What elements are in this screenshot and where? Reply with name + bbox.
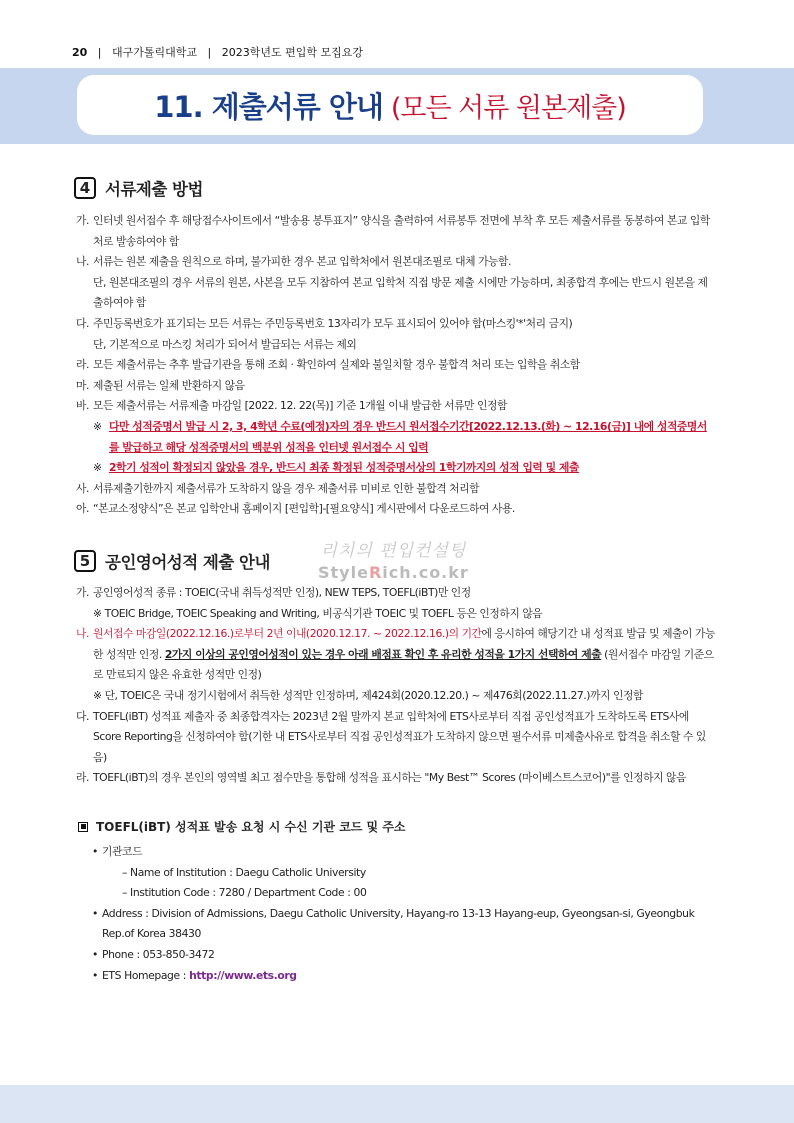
- section-4-heading: [74, 176, 203, 200]
- red-note: ※ 2학기 성적이 확정되지 않았을 경우, 반드시 최종 확정된 성적증명서상의 1학기까지의 성적 입력 및 제출: [93, 461, 579, 475]
- section-title: 공인영어성적 제출 안내: [105, 553, 270, 572]
- list-item: 다. TOEFL(iBT) 성적표 제출자 중 최종합격자는 2023년 2월 말까지 본교 입학처에 ETS사로부터 직접 공인성적표가 도착하도록 ETS사에 Score Reporting을 신청하여야 함(기한 내 ETS사로부터 직접 공인성적표가 도착하지 않으면 필수서류 미제출사유로 합격을 취소할 수 있음): [76, 709, 706, 764]
- list-subitem: – Institution Code : 7280 / Department Code : 00: [122, 886, 367, 900]
- section-5-list: [76, 583, 716, 789]
- header-guide: 2023학년도 편입학 모집요강: [221, 46, 363, 59]
- list-subitem: – Name of Institution : Daegu Catholic University: [122, 865, 366, 879]
- list-item: 가. 공인영어성적 종류 : TOEIC(국내 취득성적만 인정), NEW TEPS, TOEFL(iBT)만 인정: [76, 586, 471, 599]
- toefl-heading: TOEFL(iBT) 성적표 발송 요청 시 수신 기관 코드 및 주소: [78, 818, 406, 835]
- section-number-box: 4: [74, 177, 96, 199]
- list-note: ※ 단, TOEIC은 국내 정기시험에서 취득한 성적만 인정하며, 제424회(2020.12.20.) ~ 제476회(2022.11.27.)까지 인정함: [93, 688, 643, 702]
- list-item: 나. 서류는 원본 제출을 원칙으로 하며, 불가피한 경우 본교 입학처에서 원본대조필로 대체 가능함.: [76, 255, 511, 269]
- list-item: 라. 모든 제출서류는 추후 발급기관을 통해 조회 · 확인하여 실제와 불일치할 경우 불합격 처리 또는 입학을 취소함: [76, 358, 580, 372]
- footer-band: [0, 1085, 794, 1123]
- section-4-list: [76, 211, 716, 520]
- bullet-icon: •: [92, 968, 98, 982]
- watermark: [318, 536, 469, 582]
- title-box: [74, 72, 706, 138]
- list-item: • 기관코드: [92, 842, 716, 863]
- list-item: • Phone : 053-850-3472: [92, 945, 716, 966]
- bullet-icon: •: [92, 906, 98, 920]
- ets-homepage-link[interactable]: http://www.ets.org: [189, 968, 297, 982]
- page-number: 20: [72, 46, 88, 59]
- page-header: [72, 44, 363, 60]
- list-item: 바. 모든 제출서류는 서류제출 마감일 [2022. 12. 22(목)] 기준 1개월 이내 발급한 서류만 인정함: [76, 399, 507, 413]
- list-item-continuation: 단, 원본대조필의 경우 서류의 원본, 사본을 모두 지참하여 본교 입학처 직접 방문 제출 시에만 가능하며, 최종합격 후에는 반드시 원본을 제출하여야 함: [93, 275, 708, 310]
- list-item-continuation: 단, 기본적으로 마스킹 처리가 되어서 발급되는 서류는 제외: [93, 337, 357, 351]
- watermark-text: 리치의 편입컨설팅: [320, 541, 467, 561]
- toefl-list: [92, 842, 716, 986]
- bullet-icon: •: [92, 845, 98, 858]
- bullet-icon: •: [92, 947, 98, 961]
- list-item: • ETS Homepage : http://www.ets.org: [92, 966, 716, 987]
- list-item: 가. 인터넷 원서접수 후 해당접수사이트에서 “발송용 봉투표지” 양식을 출력하여 서류봉투 전면에 부착 후 모든 제출서류를 동봉하여 본교 입학처로 발송하여야 함: [76, 214, 710, 248]
- header-separator: |: [90, 46, 109, 59]
- section-title: 서류제출 방법: [105, 180, 203, 199]
- list-note: ※ TOEIC Bridge, TOEIC Speaking and Writing, 비공식기관 TOEIC 및 TOEFL 등은 인정하지 않음: [93, 606, 543, 620]
- red-note: ※ 다만 성적증명서 발급 시 2, 3, 4학년 수료(예정)자의 경우 반드시 원서접수기간[2022.12.13.(화) ~ 12.16(금)] 내에 성적증명서를 발급하고 해당 성적증명서의 백분위 성적을 인터넷 원서접수 시 입력: [93, 419, 707, 454]
- watermark-url: StyleRich.co.kr: [318, 563, 469, 582]
- page-subtitle: (모든 서류 원본제출): [390, 92, 626, 124]
- list-item: 라. TOEFL(iBT)의 경우 본인의 영역별 최고 점수만을 통합해 성적을 표시하는 "My Best™ Scores (마이베스트스코어)"를 인정하지 않음: [76, 771, 686, 785]
- header-university: 대구가톨릭대학교: [112, 46, 198, 59]
- list-item: 사. 서류제출기한까지 제출서류가 도착하지 않을 경우 제출서류 미비로 인한 불합격 처리함: [76, 481, 480, 495]
- list-item: • Address : Division of Admissions, Daegu Catholic University, Hayang-ro 13-13 Hayang-eup, Gyeongsan-si, Gyeongbuk Rep.of Korea 38430: [92, 904, 716, 945]
- list-item: 아. “본교소정양식”은 본교 입학안내 홈페이지 [편입학]-[필요양식] 게시판에서 다운로드하여 사용.: [76, 502, 515, 516]
- square-bullet-icon: [78, 822, 88, 832]
- section-number-box: 5: [74, 550, 96, 572]
- list-item: 다. 주민등록번호가 표기되는 모든 서류는 주민등록번호 13자리가 모두 표시되어 있어야 함(마스킹'*'처리 금지): [76, 316, 573, 330]
- list-item: 마. 제출된 서류는 일체 반환하지 않음: [76, 378, 245, 392]
- list-item: 나. 원서접수 마감일(2022.12.16.)로부터 2년 이내(2020.12.17. ~ 2022.12.16.)의 기간에 응시하여 해당기간 내 성적표 발급 및 제출이 가능한 성적만 인정. 2가지 이상의 공인영어성적이 있는 경우 아래 배점표 확인 후 유리한 성적을 1가지 선택하여 제출 (원서접수 마감일 기준으로 만료되지 않은 유효한 성적만 인정): [76, 627, 715, 682]
- section-5-heading: [74, 549, 270, 573]
- header-separator: |: [200, 46, 219, 59]
- page-title: 11. 제출서류 안내: [154, 89, 383, 124]
